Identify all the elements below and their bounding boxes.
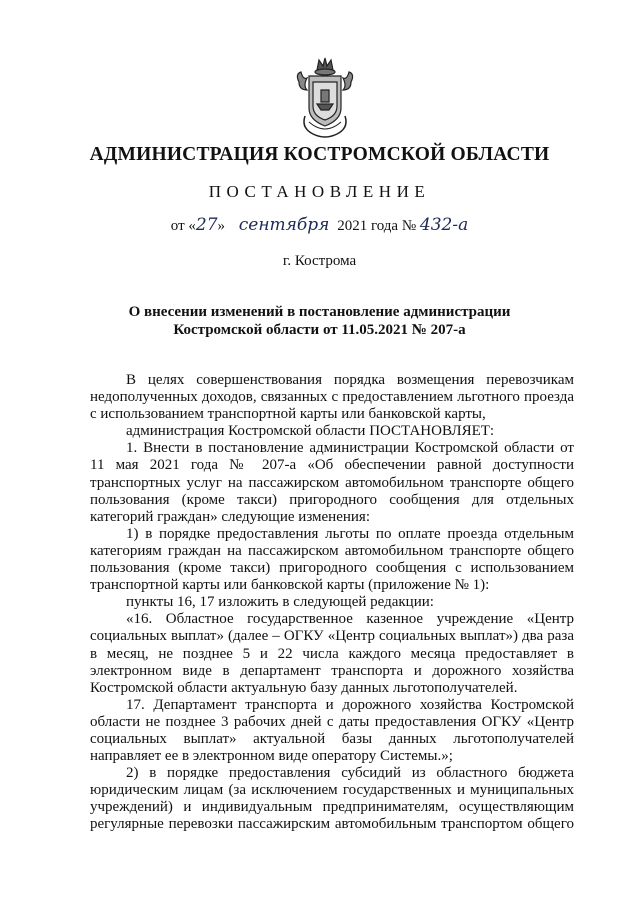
organization-title: АДМИНИСТРАЦИЯ КОСТРОМСКОЙ ОБЛАСТИ [89,144,550,165]
coat-of-arms-emblem [293,56,357,142]
date-month-handwritten: сентября [238,215,330,235]
subject-line-2: Костромской области от 11.05.2021 № 207-а [173,322,466,338]
document-body [90,372,574,834]
subject-line-1: О внесении изменений в постановление администрации [128,304,511,320]
body-paragraph: администрация Костромской области ПОСТАНОВЛЯЕТ: [126,423,495,440]
date-day-handwritten: 27 [195,215,218,235]
body-paragraph: пункты 16, 17 изложить в следующей редакции: [126,594,434,611]
body-paragraph: 2) в порядке предоставления субсидий из областного бюджета юридическим лицам (за исключением государственных и муниципальных учреждений) и индивидуальным предпринимателям, осуществляющим регулярные перевозки пассажирским автомобильным транспортом общего [90,765,574,833]
body-paragraph: 1. Внести в постановление администрации Костромской области от 11 мая 2021 года № 207-а «Об обеспечении равной доступности транспортных услуг на пассажирском автомобильном транспорте общего пользования (кроме такси) пригородного сообщения для отдельных категорий граждан» следующие изменения: [90,440,574,525]
body-paragraph: В целях совершенствования порядка возмещения перевозчикам недополученных доходов, связанных с предоставлением льготного проезда с использованием транспортной карты или банковской карты, [90,372,574,423]
date-line [0,215,639,235]
body-paragraph: 17. Департамент транспорта и дорожного хозяйства Костромской области не позднее 3 рабочих дней с даты предоставления ОГКУ «Центр социальных выплат» актуальной базы данных льготополучателей направляет ее в электронном виде оператору Системы.»; [90,696,574,765]
body-paragraph: 1) в порядке предоставления льготы по оплате проезда отдельным категориям граждан на пассажирском автомобильном транспорте общего пользования (кроме такси) пригородного сообщения с использованием транспортной карты или банковской карты (приложение № 1): [90,525,574,594]
date-mid: » [217,218,226,234]
subject-title [0,303,639,339]
date-year: 2021 года № [337,218,417,234]
body-paragraph: «16. Областное государственное казенное учреждение «Центр социальных выплат» (далее – ОГКУ «Центр социальных выплат») два раза в месяц, не позднее 5 и 22 числа каждого месяца предоставляет в электронном виде в департамент транспорта и дорожного хозяйства Костромской области актуальную базу данных льготополучателей. [90,611,574,696]
city-line: г. Кострома [282,253,357,269]
document-type-title: ПОСТАНОВЛЕНИЕ [208,182,431,201]
document-number-handwritten: 432-а [419,215,469,235]
date-prefix: от « [170,218,196,234]
